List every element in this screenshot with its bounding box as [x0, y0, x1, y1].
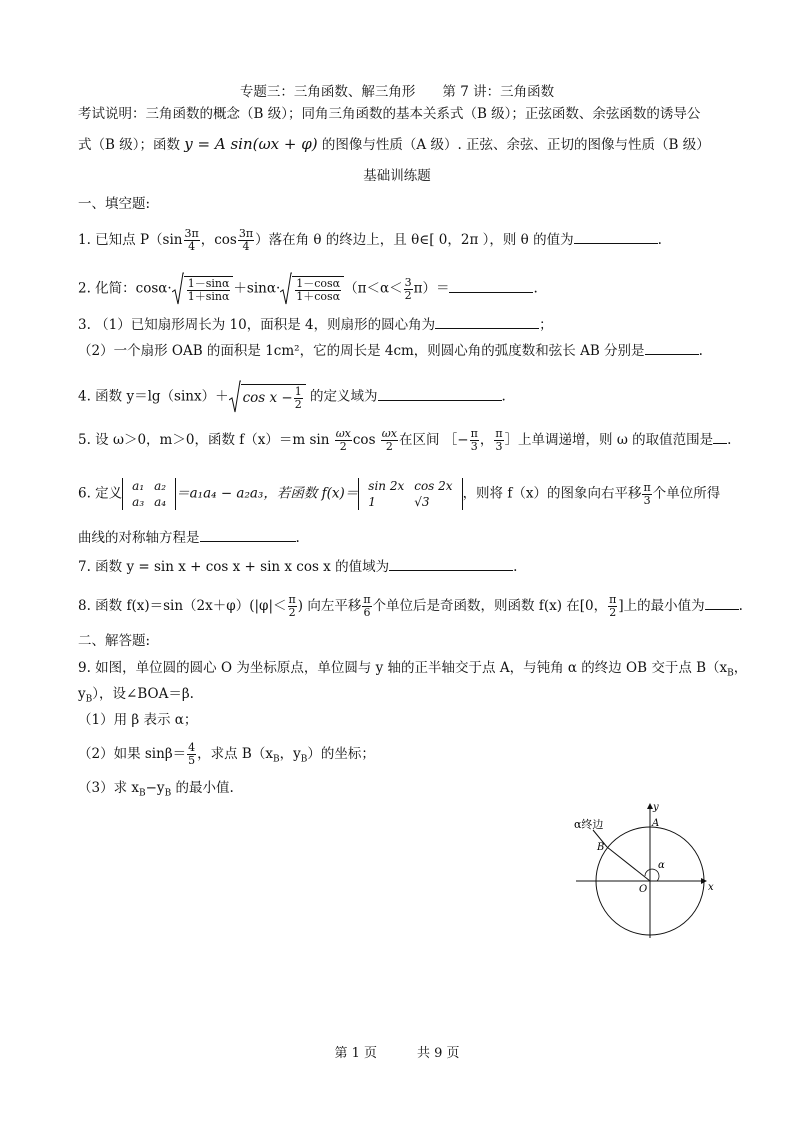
determinant-function: sin 2x cos 2x 1 √3: [358, 478, 462, 510]
label-alpha: α: [658, 860, 665, 871]
part2-title: 二、解答题:: [78, 633, 151, 649]
answer-blank-8[interactable]: [705, 595, 739, 610]
exam-note-line1: 考试说明：三角函数的概念（B 级）；同角三角函数的基本关系式（B 级）；正弦函数、余弦函数的诱导公: [78, 106, 701, 122]
question-9-part1: （1）用 β 表示 α；: [78, 712, 198, 728]
label-o: O: [639, 884, 648, 895]
label-x: x: [708, 882, 714, 893]
question-7: 7. 函数 y = sin x + cos x + sin x cos x 的值域为 .: [78, 556, 517, 577]
part1-title: 一、填空题:: [78, 196, 151, 212]
label-a: A: [652, 818, 660, 829]
question-3-part1: 3. （1）已知扇形周长为 10，面积是 4，则扇形的圆心角为 ；: [78, 314, 553, 335]
answer-blank-5[interactable]: [713, 429, 727, 444]
question-9-line2: $y_B$），设∠BOA＝β.: [78, 686, 194, 705]
answer-blank-7[interactable]: [389, 556, 513, 571]
page-total: 共 9 页: [417, 1046, 460, 1061]
answer-blank-6[interactable]: [200, 527, 296, 542]
page-title: 专题三：三角函数、解三角形 第 7 讲：三角函数: [239, 84, 555, 100]
question-8: 8. 函数 f(x)＝sin（2x＋φ）(|φ|＜ $\frac{\pi}{2}$ ) 向左平移 $\frac{\pi}{6}$ 个单位后是奇函数，则函数 f(x) 在[0， $\frac{\pi}{2}$ ]上的最小值为 .: [78, 593, 743, 619]
section-title: 基础训练题: [363, 168, 431, 184]
answer-blank-4[interactable]: [378, 386, 502, 401]
page-number: 第 1 页: [334, 1046, 377, 1061]
question-9-part2: （2）如果 sinβ＝ $\frac{4}{5}$ ，求点 $B(x_B$，$y_B$）的坐标；: [78, 741, 375, 767]
question-9-line1: 9. 如图，单位圆的圆心 O 为坐标原点，单位圆与 y 轴的正半轴交于点 A，与钝角 α 的终边 OB 交于点 $B(x_B$，: [78, 660, 748, 679]
label-y: y: [653, 802, 659, 813]
label-terminal: α终边: [574, 818, 604, 831]
question-6: 6. 定义 a₁ a₂ a₃ a₄ ＝a₁a₄ − a₂a₃，若函数 f(x)＝ sin 2x cos 2x 1 √3 ，则将 f（x）的图象向右平移 $\frac{\pi}{3}$ 个单位所得: [78, 479, 721, 509]
label-b: B: [597, 842, 605, 853]
answer-blank-2[interactable]: [449, 278, 533, 293]
question-9-part3: （3）求 $x_B-y_B$ 的最小值.: [78, 780, 234, 799]
answer-blank-3-1[interactable]: [435, 314, 539, 329]
terminal-side-ob: [607, 847, 650, 881]
footer: [0, 1042, 794, 1061]
question-4: 4. 函数 y＝lg（sinx）＋ cos x − $\frac{1}{2}$ 的定义域为 .: [78, 380, 506, 414]
answer-blank-3-2[interactable]: [645, 340, 699, 355]
determinant-definition: a₁ a₂ a₃ a₄: [122, 478, 176, 510]
question-2: 2. 化简：cosα· $\frac{1-\sin\alpha}{1+\sin\alpha}$ ＋sinα· $\frac{1-\cos\alpha}{1+\cos\alpha}$ （π＜α＜ $\frac{3}{2}$ π）＝ .: [78, 272, 538, 306]
exam-note-line2: 式（B 级）；函数 y = A sin(ωx + φ) 的图像与性质（A 级）. 正弦、余弦、正切的图像与性质（B 级）: [78, 135, 710, 153]
question-6-line2: 曲线的对称轴方程是 .: [78, 527, 300, 548]
unit-circle-figure: [560, 796, 730, 946]
question-1: 1. 已知点 P（sin $\frac{3\pi}{4}$ ，cos $\frac{3\pi}{4}$ ）落在角 θ 的终边上，且 θ∈[ 0，2π ），则 θ 的值为 .: [78, 227, 662, 253]
question-3-part2: （2）一个扇形 OAB 的面积是 1cm²，它的周长是 4cm，则圆心角的弧度数和弦长 AB 分别是 .: [78, 340, 703, 361]
question-5: 5. 设 ω＞0，m＞0，函数 f（x）＝m sin $\frac{\omega x}{2}$ cos $\frac{\omega x}{2}$ 在区间 ［− $\frac{\pi}{3}$ ， $\frac{\pi}{3}$ ］上单调递增，则 ω 的取值范围是 .: [78, 427, 732, 453]
answer-blank-1[interactable]: [574, 229, 658, 244]
